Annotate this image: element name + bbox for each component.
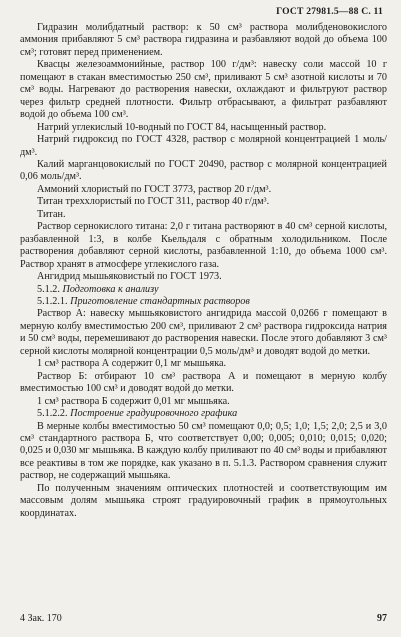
section-heading-5-1-2 bbox=[20, 284, 387, 296]
paragraph-titanium-sulfate: Раствор сернокислого титана: 2,0 г титана растворяют в 40 см³ серной кислоты, разбавленной 1:3, в колбе Кьельдаля с обратным холодильником. После растворения добавляют серной кислоты, разбавленной 1:10, до объема 1000 см³. Раствор хранят в атмосфере углекислого газа. bbox=[20, 221, 387, 270]
section-title: Приготовление стандартных растворов bbox=[70, 295, 250, 307]
section-title: Построение градуировочного графика bbox=[70, 408, 238, 420]
section-heading-5-1-2-1 bbox=[20, 296, 387, 308]
paragraph-solution-b-content: 1 см³ раствора Б содержит 0,01 мг мышьяка. bbox=[37, 395, 230, 407]
paragraph-hydrazine: Гидразин молибдатный раствор: к 50 см³ раствора молибденовокислого аммония прибавляют 5 см³ раствора гидразина и разбавляют водой до объема 100 см³; готовят перед применением. bbox=[20, 22, 387, 58]
paragraph-arsenic-anhydride: Ангидрид мышьяковистый по ГОСТ 1973. bbox=[37, 271, 222, 283]
paragraph-permanganate: Калий марганцовокислый по ГОСТ 20490, раствор с молярной концентрацией 0,06 моль/дм³. bbox=[20, 158, 387, 183]
document-body bbox=[20, 22, 387, 520]
paragraph-sodium-hydroxide: Натрий гидроксид по ГОСТ 4328, раствор с молярной концентрацией 1 моль/дм³. bbox=[20, 134, 387, 158]
paragraph-alum: Квасцы железоаммонийные, раствор 100 г/дм³: навеску соли массой 10 г помещают в стакан вместимостью 250 см³, приливают 5 см³ азотной кислоты и 70 см³ воды. Нагревают до растворения навески, охлаждают и фильтруют раствор через фильтр средней плотности. Фильтр отбрасывают, а фильтрат разбавляют водой до объема 100 см³. bbox=[20, 59, 387, 121]
paragraph-calibration-flasks: В мерные колбы вместимостью 50 см³ помещают 0,0; 0,5; 1,0; 1,5; 2,0; 2,5 и 3,0 см³ стандартного раствора Б, что соответствует 0,00; 0,005; 0,010; 0,015; 0,020; 0,025 и 0,030 мг мышьяка. В каждую колбу приливают по 40 см³ воды и прибавляют все реактивы в том же порядке, как указано в п. 5.1.3. Раствором сравнения служит раствор, не содержащий мышьяка. bbox=[20, 420, 387, 482]
running-header: ГОСТ 27981.5—88 С. 11 bbox=[276, 6, 383, 17]
paragraph-titanium: Титан. bbox=[37, 208, 66, 220]
section-number: 5.1.2. bbox=[37, 283, 60, 295]
section-heading-5-1-2-2 bbox=[20, 408, 387, 420]
section-number: 5.1.2.1. bbox=[37, 295, 68, 307]
section-title: Подготовка к анализу bbox=[62, 283, 159, 295]
paragraph-titanium-trichloride: Титан треххлористый по ГОСТ 311, раствор 40 г/дм³. bbox=[37, 196, 270, 208]
paragraph-solution-a: Раствор А: навеску мышьяковистого ангидрида массой 0,0266 г помещают в мерную колбу вместимостью 200 см³, приливают 2 см³ раствора гидроксида натрия и 50 см³ воды, перемешивают до растворения навески. После этого добавляют 3 см³ серной кислоты молярной концентрации 0,5 моль/дм³ и доводят водой до метки. bbox=[20, 308, 387, 357]
paragraph-sodium-carbonate: Натрий углекислый 10-водный по ГОСТ 84, насыщенный раствор. bbox=[37, 121, 327, 133]
page-number: 97 bbox=[377, 613, 387, 624]
paragraph-solution-b: Раствор Б: отбирают 10 см³ раствора А и помещают в мерную колбу вместимостью 100 см³ и доводят водой до метки. bbox=[20, 370, 387, 395]
paragraph-calibration-graph: По полученным значениям оптических плотностей и соответствующим им массовым долям мышьяка строят градуировочный график в прямоугольных координатах. bbox=[20, 482, 387, 519]
paragraph-solution-a-content: 1 см³ раствора А содержит 0,1 мг мышьяка. bbox=[37, 358, 227, 370]
printing-order-mark: 4 Зак. 170 bbox=[20, 613, 62, 624]
section-number: 5.1.2.2. bbox=[37, 408, 68, 420]
paragraph-ammonium-chloride: Аммоний хлористый по ГОСТ 3773, раствор 20 г/дм³. bbox=[37, 183, 272, 195]
